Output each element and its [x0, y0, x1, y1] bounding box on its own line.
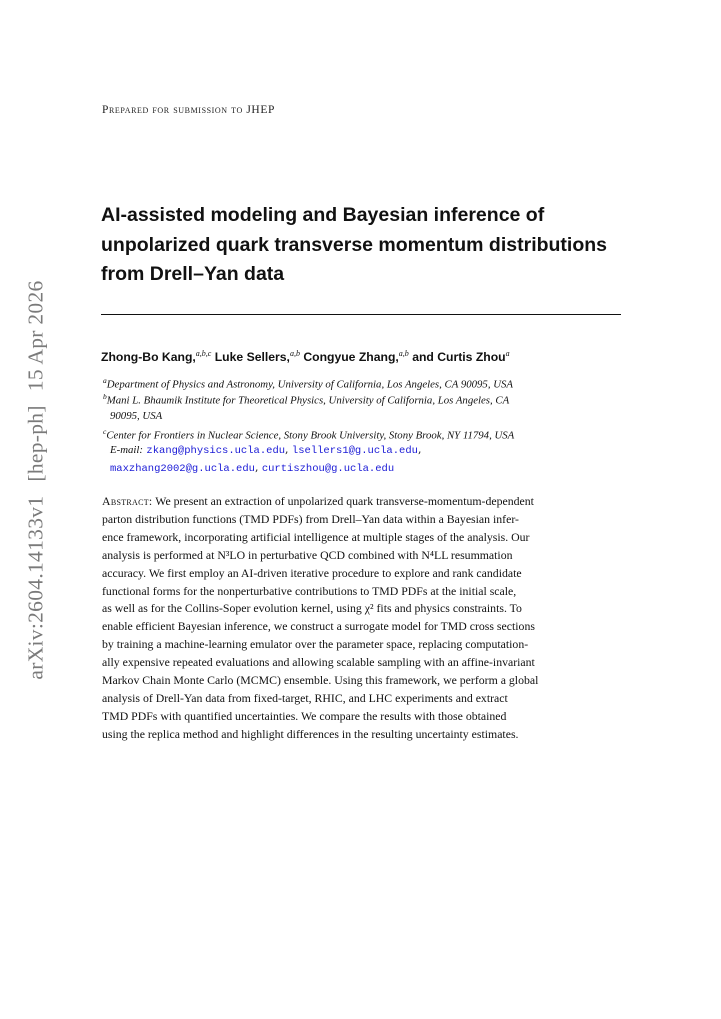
abstract-line: ally expensive repeated evaluations and allowing scalable sampling with an affine-invariant	[102, 655, 535, 670]
abstract-line: functional forms for the nonperturbative contributions to TMD PDFs at the initial scale,	[102, 583, 517, 598]
submission-note: Prepared for submission to JHEP	[102, 104, 275, 116]
affiliation-mark: c	[103, 427, 107, 436]
abstract-line: parton distribution functions (TMD PDFs) from Drell–Yan data within a Bayesian infer-	[102, 511, 519, 526]
email-block: E-mail: zkang@physics.ucla.edu, lsellers1@g.ucla.edu,	[110, 443, 422, 457]
affiliation-text: Department of Physics and Astronomy, University of California, Los Angeles, CA 90095, USA	[106, 378, 514, 391]
author-name: and Curtis Zhou	[412, 350, 506, 365]
affiliation-mark: b	[103, 392, 107, 401]
title-rule	[101, 314, 621, 315]
arxiv-date: 15 Apr 2026	[23, 280, 48, 392]
affiliation-text: Mani L. Bhaumik Institute for Theoretical Physics, University of California, Los Angeles, CA	[106, 394, 510, 407]
abstract-line: by training a machine-learning emulator over the parameter space, replacing computation-	[102, 637, 529, 652]
author-name: Zhong-Bo Kang,	[101, 350, 196, 365]
abstract-line: ence framework, incorporating artificial intelligence at multiple stages of the analysis. Our	[102, 529, 530, 544]
arxiv-id: arXiv:2604.14133v1	[23, 495, 48, 680]
abstract-text: We present an extraction of unpolarized quark transverse-momentum-dependent	[155, 494, 534, 508]
abstract-line: analysis of Drell-Yan data from fixed-target, RHIC, and LHC experiments and extract	[102, 690, 508, 705]
email-link[interactable]: maxzhang2002@g.ucla.edu	[110, 463, 255, 475]
email-link[interactable]: zkang@physics.ucla.edu	[146, 445, 286, 457]
abstract-label: Abstract:	[102, 494, 153, 508]
arxiv-category: [hep-ph]	[23, 405, 48, 482]
abstract-line	[102, 493, 624, 511]
title-line: from Drell–Yan data	[101, 263, 285, 285]
abstract-line: TMD PDFs with quantified uncertainties. We compare the results with those obtained	[102, 708, 507, 723]
author-affiliation-mark: a,b,c	[195, 349, 212, 358]
title-line: AI-assisted modeling and Bayesian inference of	[101, 204, 545, 226]
author-list	[101, 349, 510, 364]
arxiv-sidebar-stamp	[24, 280, 49, 679]
affiliation-text: Center for Frontiers in Nuclear Science, Stony Brook University, Stony Brook, NY 11794, USA	[106, 429, 515, 442]
affiliation-b	[103, 389, 509, 425]
abstract-line: Markov Chain Monte Carlo (MCMC) ensemble. Using this framework, we perform a global	[102, 673, 539, 688]
affiliation-text: 90095, USA	[110, 410, 163, 423]
abstract-line: accuracy. We first employ an AI-driven iterative procedure to explore and rank candidate	[102, 565, 522, 580]
title-line: unpolarized quark transverse momentum distributions	[101, 233, 608, 256]
email-link[interactable]: lsellers1@g.ucla.edu	[291, 445, 418, 457]
abstract-line: analysis is performed at N³LO in perturbative QCD combined with N⁴LL resummation	[102, 547, 513, 562]
email-block-continued: maxzhang2002@g.ucla.edu, curtiszhou@g.ucla.edu	[110, 461, 395, 475]
paper-title	[101, 201, 661, 290]
author-name: Luke Sellers,	[214, 350, 290, 365]
email-label: E-mail:	[110, 444, 143, 456]
email-link[interactable]: curtiszhou@g.ucla.edu	[261, 463, 395, 475]
abstract-line: enable efficient Bayesian inference, we construct a surrogate model for TMD cross sections	[102, 619, 535, 634]
abstract	[102, 493, 624, 744]
abstract-line: as well as for the Collins-Soper evolution kernel, using χ² fits and physics constraints. To	[102, 601, 522, 616]
author-affiliation-mark: a	[505, 349, 510, 358]
author-affiliation-mark: a,b	[289, 349, 300, 358]
abstract-line: using the replica method and highlight differences in the resulting uncertainty estimates.	[102, 726, 519, 741]
author-affiliation-mark: a,b	[398, 349, 409, 358]
affiliation-mark: a	[103, 376, 107, 385]
author-name: Congyue Zhang,	[303, 350, 399, 365]
